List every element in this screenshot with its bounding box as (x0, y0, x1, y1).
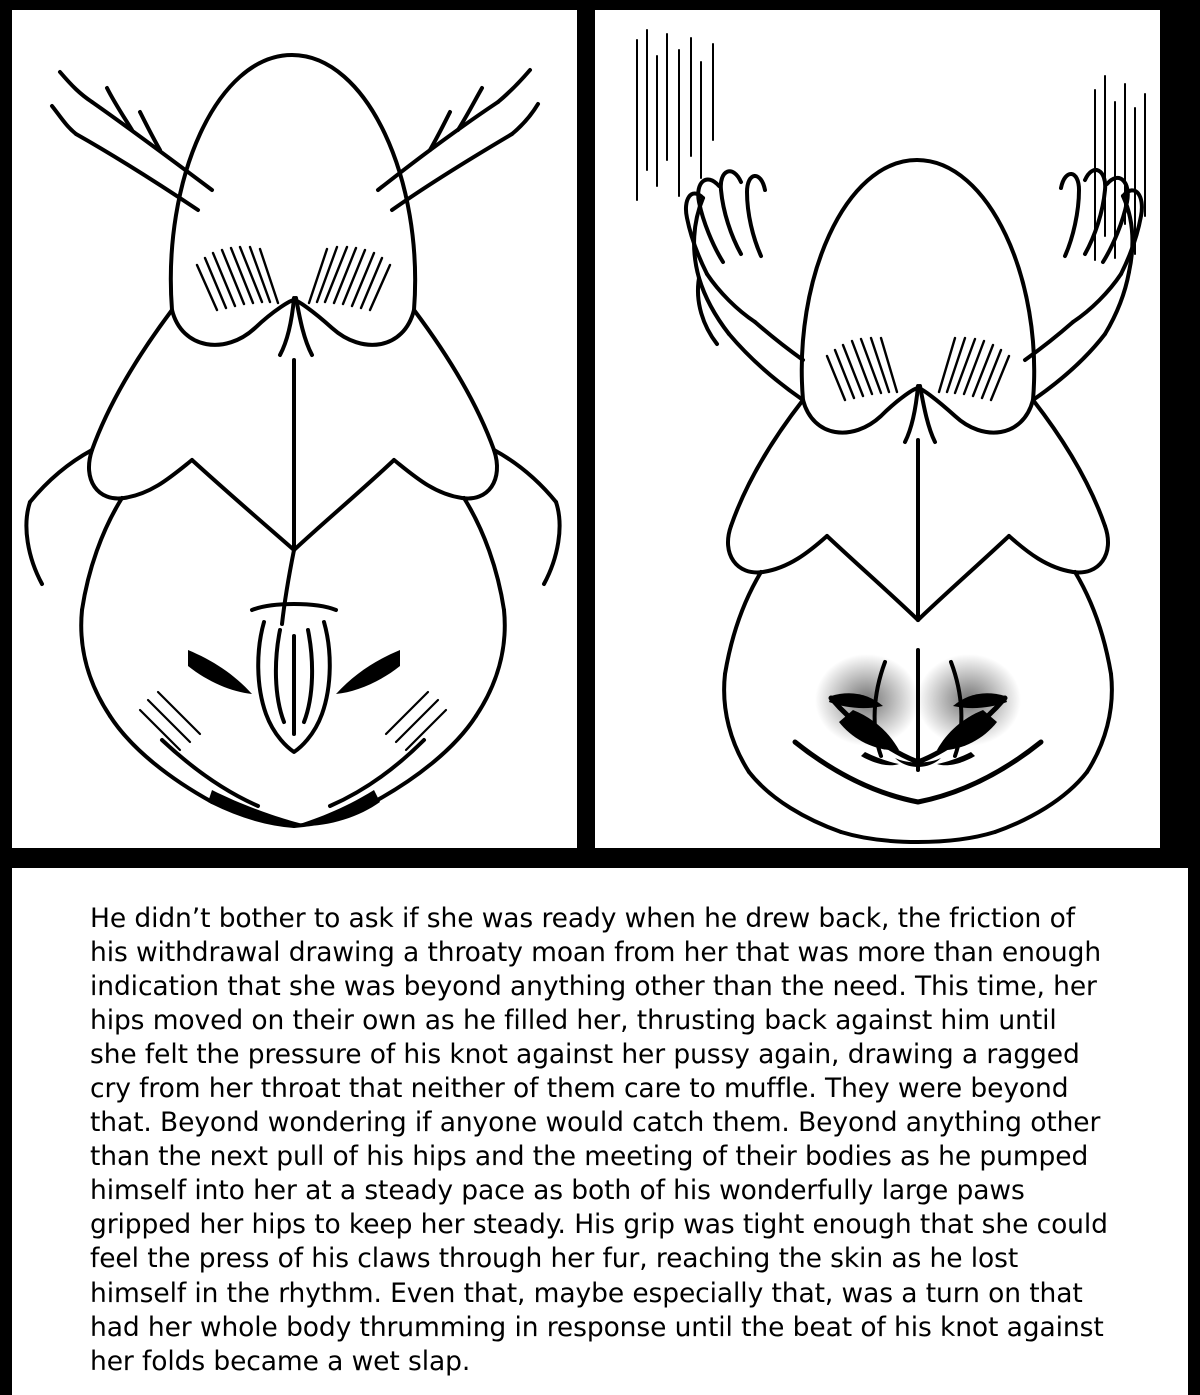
caption-block (12, 868, 1188, 1383)
panel-left-artwork (12, 10, 577, 848)
panel-right-artwork (595, 10, 1160, 848)
comic-panel-left (12, 10, 577, 848)
bottom-control-strip (12, 1383, 1188, 1395)
caption-text: He didn’t bother to ask if she was ready when he drew back, the friction of his withdrawal drawing a throaty moan from her that was more than enough indication that she was beyond anything other than the need. This time, her hips moved on their own as he filled her, thrusting back against him until she felt the pressure of his knot against her pussy again, drawing a ragged cry from her throat that neither of them care to muffle. They were beyond that. Beyond wondering if anyone would catch them. Beyond anything other than the next pull of his hips and the meeting of their bodies as he pumped himself into her at a steady pace as both of his wonderfully large paws gripped her hips to keep her steady. His grip was tight enough that she could feel the press of his claws through her fur, reaching the skin as he lost himself in the rhythm. Even that, maybe especially that, was a turn on that had her whole body thrumming in response until the beat of his knot against her folds became a wet slap. (90, 903, 1117, 1377)
comic-panel-right (595, 10, 1160, 848)
pager-controls (12, 1383, 1188, 1395)
